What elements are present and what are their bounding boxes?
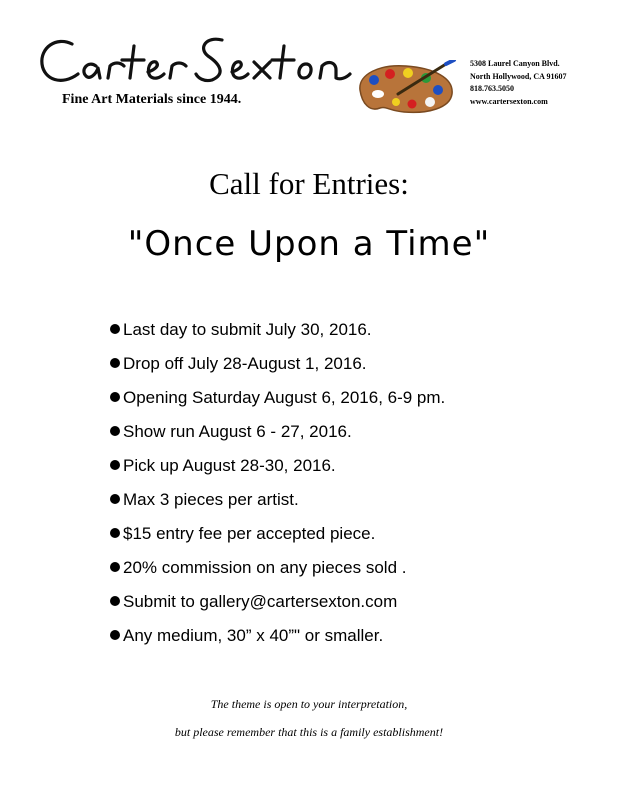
list-item <box>110 383 445 417</box>
list-item-text: Opening Saturday August 6, 2016, 6-9 pm. <box>123 388 446 407</box>
bullet-icon <box>110 358 120 368</box>
theme-title <box>0 224 618 264</box>
list-item <box>110 587 445 621</box>
list-item <box>110 451 445 485</box>
tagline: Fine Art Materials since 1944. <box>62 92 242 107</box>
footer-note-line-2: but please remember that this is a family establishment! <box>174 725 444 739</box>
address-street: 5308 Laurel Canyon Blvd. <box>470 59 560 68</box>
list-item-text: Drop off July 28-August 1, 2016. <box>123 354 367 373</box>
list-item <box>110 349 445 383</box>
address-phone: 818.763.5050 <box>470 84 514 93</box>
list-item-text: Max 3 pieces per artist. <box>123 490 299 509</box>
address-website[interactable]: www.cartersexton.com <box>470 96 548 106</box>
bullet-icon <box>110 392 120 402</box>
bullet-icon <box>110 426 120 436</box>
list-item-text: Any medium, 30” x 40”" or smaller. <box>123 626 384 645</box>
list-item <box>110 621 445 655</box>
bullet-icon <box>110 528 120 538</box>
list-item-text: $15 entry fee per accepted piece. <box>123 524 376 543</box>
theme-title-text: "Once Upon a Time" <box>127 224 491 264</box>
list-item <box>110 417 445 451</box>
footer-note-line-1: The theme is open to your interpretation, <box>210 697 408 711</box>
bullet-icon <box>110 596 120 606</box>
address-city: North Hollywood, CA 91607 <box>470 71 567 81</box>
bullet-icon <box>110 494 120 504</box>
entry-details-list <box>110 315 445 655</box>
page-heading: Call for Entries: <box>209 166 409 201</box>
list-item <box>110 315 445 349</box>
list-item <box>110 519 445 553</box>
list-item-text: Last day to submit July 30, 2016. <box>123 320 372 339</box>
list-item <box>110 553 445 587</box>
list-item-text: Pick up August 28-30, 2016. <box>123 456 336 475</box>
bullet-icon <box>110 460 120 470</box>
list-item-text: 20% commission on any pieces sold . <box>123 558 407 577</box>
paint-palette-icon <box>350 60 460 118</box>
bullet-icon <box>110 324 120 334</box>
list-item <box>110 485 445 519</box>
bullet-icon <box>110 562 120 572</box>
list-item-text: Show run August 6 - 27, 2016. <box>123 422 352 441</box>
list-item-text: Submit to gallery@cartersexton.com <box>123 592 398 611</box>
bullet-icon <box>110 630 120 640</box>
store-address <box>470 58 610 108</box>
brand-logo <box>36 30 356 98</box>
